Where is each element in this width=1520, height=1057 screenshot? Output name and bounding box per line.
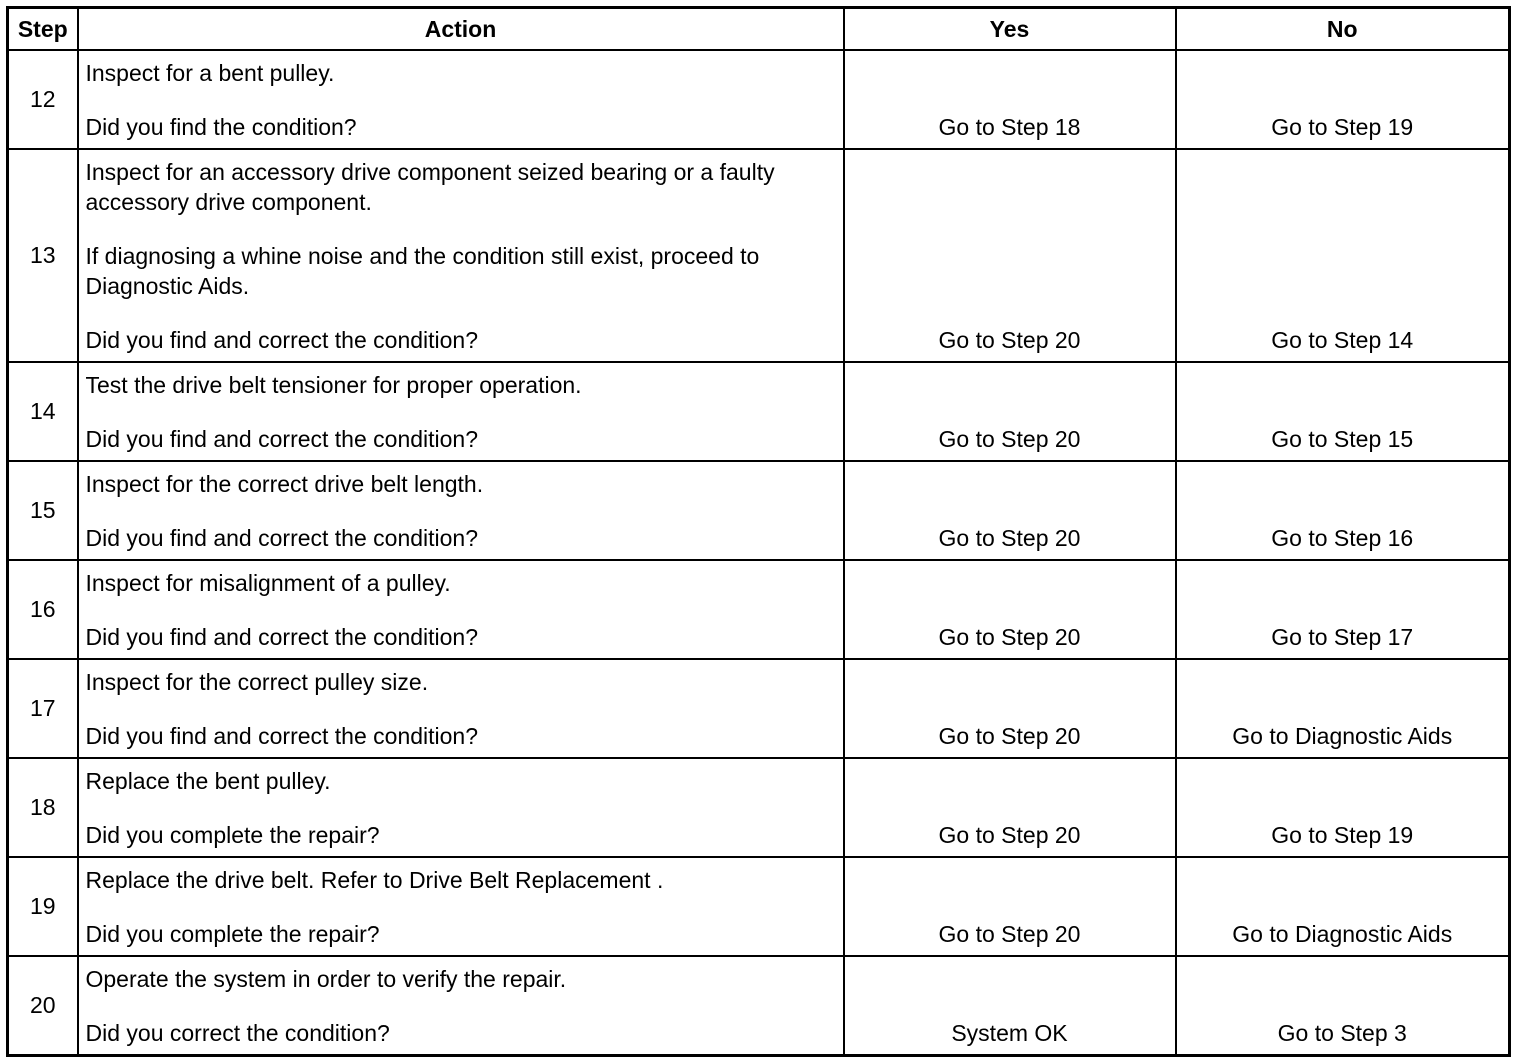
table-row [8,857,1510,956]
action-text: Did you find and correct the condition? [85,723,479,749]
action-text: Test the drive belt tensioner for proper operation. [85,372,582,398]
no-result: Go to Diagnostic Aids [1176,857,1510,956]
action-cell [78,857,844,956]
table-row [8,758,1510,857]
table-row [8,956,1510,1056]
step-number: 18 [8,758,78,857]
action-text: Did you complete the repair? [85,822,380,848]
action-cell [78,149,844,362]
table-row [8,362,1510,461]
action-text: Did you correct the condition? [85,1020,390,1046]
header-action: Action [78,8,844,51]
action-text: Operate the system in order to verify the repair. [85,966,567,992]
yes-result: Go to Step 20 [844,461,1176,560]
action-text: If diagnosing a whine noise and the condition still exist, proceed to Diagnostic Aids. [85,243,760,299]
table-row [8,149,1510,362]
action-text: Inspect for the correct pulley size. [85,669,429,695]
yes-result: System OK [844,956,1176,1056]
action-cell [78,758,844,857]
header-no: No [1176,8,1510,51]
step-number: 17 [8,659,78,758]
step-number: 16 [8,560,78,659]
action-cell [78,560,844,659]
action-text: Did you find and correct the condition? [85,327,479,353]
action-cell [78,956,844,1056]
header-yes: Yes [844,8,1176,51]
action-text: Did you find the condition? [85,114,357,140]
yes-result: Go to Step 20 [844,758,1176,857]
yes-result: Go to Step 20 [844,857,1176,956]
action-text: Inspect for misalignment of a pulley. [85,570,451,596]
table-row [8,461,1510,560]
step-number: 15 [8,461,78,560]
no-result: Go to Diagnostic Aids [1176,659,1510,758]
header-step: Step [8,8,78,51]
step-number: 14 [8,362,78,461]
no-result: Go to Step 19 [1176,50,1510,149]
step-number: 20 [8,956,78,1056]
action-text: Inspect for an accessory drive component seized bearing or a faulty accessory drive component. [85,159,775,215]
action-text: Did you find and correct the condition? [85,525,479,551]
step-number: 12 [8,50,78,149]
table-header-row [8,8,1510,51]
no-result: Go to Step 19 [1176,758,1510,857]
no-result: Go to Step 3 [1176,956,1510,1056]
action-text: Inspect for a bent pulley. [85,60,335,86]
yes-result: Go to Step 20 [844,362,1176,461]
action-cell [78,461,844,560]
yes-result: Go to Step 20 [844,560,1176,659]
yes-result: Go to Step 20 [844,149,1176,362]
action-cell [78,362,844,461]
action-text: Did you find and correct the condition? [85,426,479,452]
yes-result: Go to Step 18 [844,50,1176,149]
action-text: Replace the bent pulley. [85,768,331,794]
action-cell [78,50,844,149]
action-text: Replace the drive belt. Refer to Drive Belt Replacement . [85,867,664,893]
action-text: Did you find and correct the condition? [85,624,479,650]
yes-result: Go to Step 20 [844,659,1176,758]
no-result: Go to Step 14 [1176,149,1510,362]
action-cell [78,659,844,758]
step-number: 13 [8,149,78,362]
table-row [8,659,1510,758]
action-text: Did you complete the repair? [85,921,380,947]
action-text: Inspect for the correct drive belt length. [85,471,484,497]
no-result: Go to Step 15 [1176,362,1510,461]
no-result: Go to Step 17 [1176,560,1510,659]
table-row [8,50,1510,149]
diagnostic-table [6,6,1511,1057]
table-row [8,560,1510,659]
no-result: Go to Step 16 [1176,461,1510,560]
step-number: 19 [8,857,78,956]
